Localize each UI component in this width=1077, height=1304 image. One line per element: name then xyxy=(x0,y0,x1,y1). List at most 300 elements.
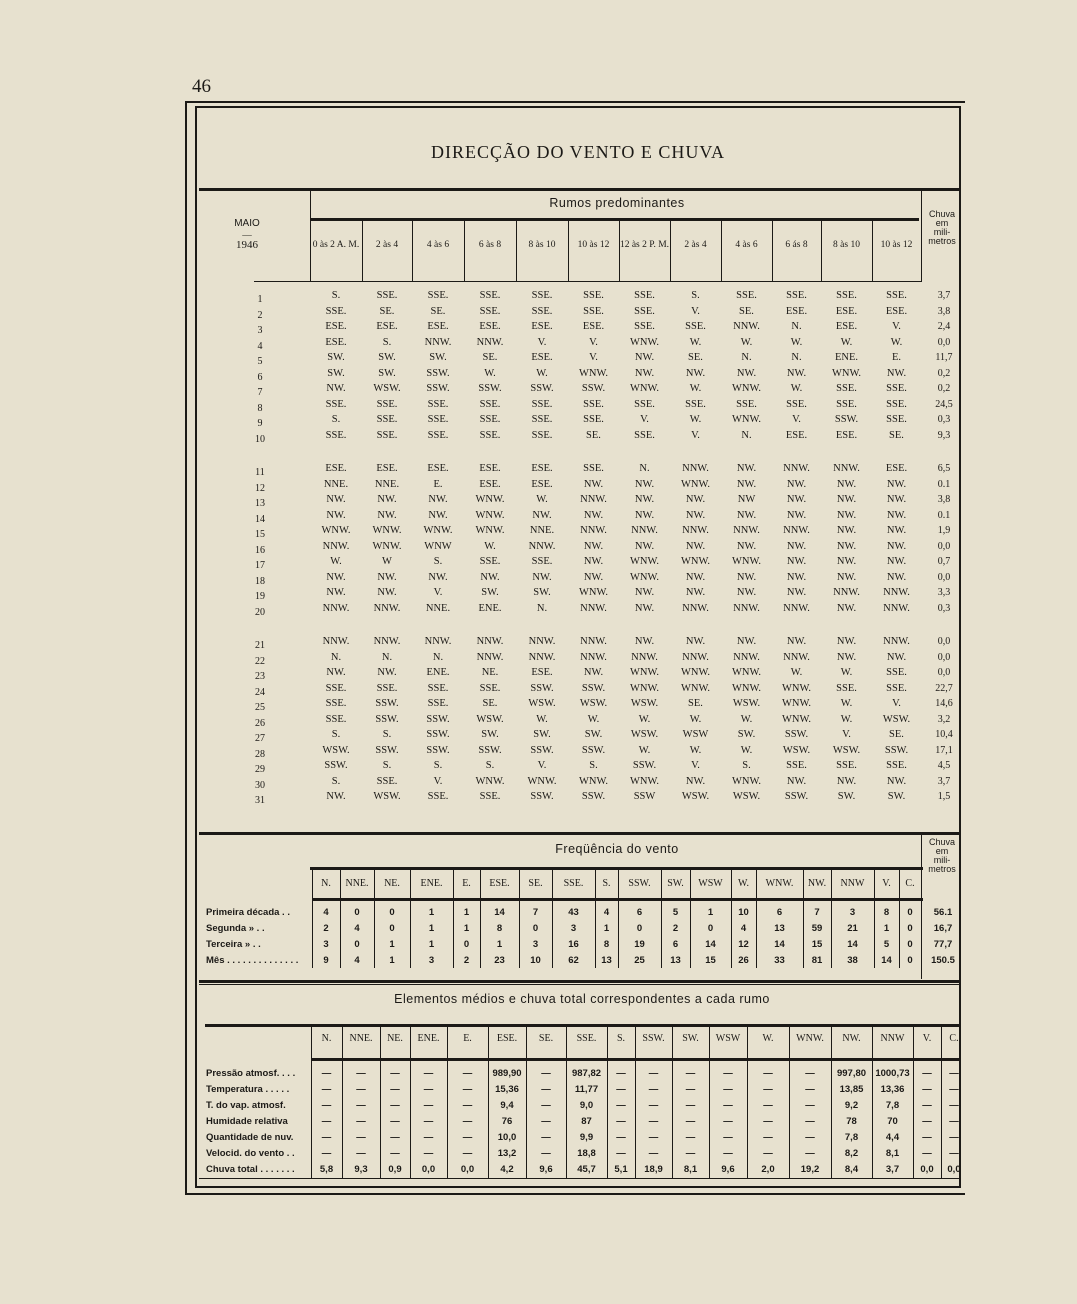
wind-direction-cell: NW. xyxy=(326,509,346,521)
wind-direction-cell: NW. xyxy=(836,571,857,583)
wind-direction-cell: NW. xyxy=(377,667,397,678)
wind-direction-cell: SSE. xyxy=(786,290,807,301)
elem-value: — xyxy=(321,1100,332,1111)
freq-value: 13 xyxy=(601,955,612,966)
outer-border-top xyxy=(185,101,965,103)
elem-value: — xyxy=(723,1100,733,1111)
wind-direction-cell: SSE. xyxy=(583,290,604,301)
freq-column-header: SSE. xyxy=(563,878,584,889)
wind-direction-cell: SSE. xyxy=(886,760,907,771)
wind-direction-cell: SSE. xyxy=(376,290,398,301)
rain-value: 1,9 xyxy=(937,525,951,536)
rule-line xyxy=(254,281,922,282)
elem-value: — xyxy=(805,1084,815,1095)
elem-column-header: S. xyxy=(616,1033,626,1044)
freq-value: 12 xyxy=(738,939,749,950)
wind-direction-cell: NW. xyxy=(583,540,604,552)
rain-value: 11,7 xyxy=(935,352,953,363)
wind-direction-cell: WSW. xyxy=(732,698,761,709)
elem-value: — xyxy=(541,1084,551,1095)
wind-direction-cell: NNW. xyxy=(528,540,556,552)
wind-direction-cell: NNE. xyxy=(374,478,400,490)
wind-direction-cell: WNW. xyxy=(475,525,505,536)
wind-direction-cell: SSE. xyxy=(786,760,807,771)
wind-direction-cell: NW. xyxy=(736,571,757,583)
elem-value: — xyxy=(321,1116,332,1127)
wind-direction-cell: SSE. xyxy=(886,383,907,394)
wind-direction-cell: NW. xyxy=(583,556,604,567)
wind-direction-cell: NW. xyxy=(634,352,655,363)
wind-direction-cell: ESE. xyxy=(582,321,605,332)
wind-direction-cell: SSE. xyxy=(634,290,655,301)
wind-direction-cell: NNW. xyxy=(580,602,607,614)
freq-value: 7 xyxy=(814,907,820,918)
rule-line xyxy=(199,832,961,835)
wind-direction-cell: W. xyxy=(790,383,803,394)
wind-direction-cell: NNW. xyxy=(631,651,658,663)
rule-line xyxy=(921,870,922,968)
wind-direction-cell: SSE. xyxy=(836,383,857,394)
wind-direction-cell: SE. xyxy=(482,698,498,709)
freq-column-header: SE. xyxy=(528,878,543,889)
wind-direction-cell: SSE. xyxy=(427,398,449,410)
wind-direction-cell: SSE. xyxy=(736,290,757,301)
elem-value: — xyxy=(390,1132,400,1143)
elem-value: — xyxy=(616,1068,626,1079)
wind-direction-cell: W. xyxy=(484,367,496,379)
elem-value: — xyxy=(805,1116,815,1127)
day-number: 31 xyxy=(255,795,265,806)
day-number: 27 xyxy=(255,733,265,744)
wind-direction-cell: V. xyxy=(892,321,901,332)
column-header: 2 às 4 xyxy=(375,240,399,250)
wind-direction-cell: WNW. xyxy=(475,509,505,521)
rain-value: 14,6 xyxy=(935,698,953,709)
wind-direction-cell: V. xyxy=(691,305,700,317)
wind-direction-cell: NW. xyxy=(634,602,655,614)
freq-value: 14 xyxy=(774,939,785,950)
wind-direction-cell: NNW. xyxy=(783,651,810,663)
wind-direction-cell: SSE. xyxy=(479,414,501,425)
wind-direction-cell: SSE. xyxy=(685,321,706,332)
elem-value: — xyxy=(356,1100,366,1111)
wind-direction-cell: NNW. xyxy=(883,636,910,647)
wind-direction-cell: WNW. xyxy=(680,556,711,567)
wind-direction-cell: SSE. xyxy=(886,290,907,301)
column-header: 6 ás 8 xyxy=(785,240,808,250)
day-number: 10 xyxy=(255,433,265,445)
wind-direction-cell: NW. xyxy=(786,587,807,598)
elem-value: — xyxy=(541,1132,551,1143)
elem-value: — xyxy=(648,1116,659,1127)
elem-column-header: SSW. xyxy=(642,1033,665,1044)
elem-column-header: NNW xyxy=(880,1033,905,1044)
elem-value: 9,0 xyxy=(579,1100,594,1111)
wind-direction-cell: SSE. xyxy=(479,305,501,317)
wind-direction-cell: NNW. xyxy=(783,463,810,474)
wind-direction-cell: WNW. xyxy=(731,556,762,567)
freq-value: 14 xyxy=(705,939,716,950)
wind-direction-cell: NNW. xyxy=(528,636,556,647)
wind-direction-cell: WNW. xyxy=(731,775,762,787)
wind-direction-cell: NW. xyxy=(836,556,857,567)
elem-value: — xyxy=(763,1068,773,1079)
elem-value: 11,77 xyxy=(574,1084,599,1095)
wind-direction-cell: WSW. xyxy=(373,791,401,802)
elem-value: — xyxy=(423,1084,434,1095)
wind-direction-cell: SW. xyxy=(481,587,499,598)
freq-value: 5 xyxy=(672,907,679,918)
wind-direction-cell: WSW. xyxy=(528,698,556,709)
wind-direction-cell: ESE. xyxy=(325,463,347,474)
rain-value: 0.1 xyxy=(937,509,951,521)
wind-direction-cell: SSE. xyxy=(583,414,604,425)
wind-direction-cell: SSW. xyxy=(478,383,502,394)
wind-direction-cell: W. xyxy=(638,744,651,756)
elem-value: — xyxy=(423,1100,434,1111)
wind-direction-cell: NW. xyxy=(886,478,907,490)
wind-direction-cell: SE. xyxy=(889,729,904,740)
wind-direction-cell: NW. xyxy=(377,494,397,505)
elem-value: — xyxy=(648,1068,659,1079)
wind-direction-cell: WSW. xyxy=(630,729,659,740)
freq-value: 1 xyxy=(389,955,395,966)
freq-value: 0 xyxy=(907,923,913,934)
day-number: 24 xyxy=(255,686,265,698)
column-header: 2 às 4 xyxy=(684,240,707,250)
freq-value: 6 xyxy=(636,907,643,918)
rain-value: 17,1 xyxy=(935,744,953,756)
elem-value: — xyxy=(462,1116,473,1127)
elem-value: 2,0 xyxy=(761,1164,775,1175)
wind-direction-cell: WNW. xyxy=(731,682,762,694)
wind-direction-cell: ESE. xyxy=(531,478,553,490)
wind-direction-cell: SSE. xyxy=(531,290,553,301)
elem-value: — xyxy=(356,1116,366,1127)
elem-value: 5,8 xyxy=(319,1164,334,1175)
elem-value: — xyxy=(949,1132,959,1143)
wind-direction-cell: V. xyxy=(691,760,700,771)
column-header: 8 às 10 xyxy=(833,240,860,250)
wind-direction-cell: ESE. xyxy=(835,321,858,332)
wind-direction-cell: WNW. xyxy=(629,383,660,394)
wind-direction-cell: NW. xyxy=(583,571,604,583)
elem-row-label: Temperatura . . . . . xyxy=(206,1084,290,1095)
elem-value: — xyxy=(541,1148,551,1159)
elem-value: — xyxy=(541,1116,551,1127)
elem-value: — xyxy=(616,1084,626,1095)
rule-line xyxy=(310,218,919,221)
wind-direction-cell: SSE. xyxy=(531,556,553,567)
day-number: 15 xyxy=(255,529,265,540)
elem-value: — xyxy=(723,1116,733,1127)
elem-value: — xyxy=(462,1084,473,1095)
wind-direction-cell: SSE. xyxy=(325,429,347,441)
wind-direction-cell: SSW. xyxy=(530,682,554,694)
wind-direction-cell: SSW. xyxy=(426,713,450,725)
elem-value: 13,2 xyxy=(497,1148,517,1159)
freq-value: 0 xyxy=(389,907,395,918)
freq-value: 4 xyxy=(603,907,610,918)
elem-value: 0,0 xyxy=(421,1164,436,1175)
day-number: 12 xyxy=(255,482,265,494)
wind-direction-cell: NW. xyxy=(886,556,907,567)
elem-value: — xyxy=(763,1132,773,1143)
elem-value: — xyxy=(763,1100,773,1111)
elem-value: — xyxy=(805,1132,815,1143)
freq-column-header: S. xyxy=(602,878,611,889)
wind-direction-cell: NNW. xyxy=(733,651,760,663)
elem-value: — xyxy=(321,1132,332,1143)
wind-direction-cell: NNW. xyxy=(733,602,760,614)
elem-value: — xyxy=(723,1148,733,1159)
freq-value: 0 xyxy=(707,923,714,934)
freq-value: 62 xyxy=(568,955,579,966)
wind-direction-cell: N. xyxy=(536,602,548,614)
page-number: 46 xyxy=(192,76,211,97)
wind-direction-cell: NE. xyxy=(481,667,499,678)
freq-row-label: Terceira » . . xyxy=(206,939,261,950)
elem-row-label: Humidade relativa xyxy=(206,1116,288,1127)
elem-value: 7,8 xyxy=(885,1100,900,1111)
wind-direction-cell: NW. xyxy=(377,509,397,521)
wind-direction-cell: SSE. xyxy=(479,682,501,694)
wind-direction-cell: NW. xyxy=(886,775,907,787)
wind-direction-cell: NW. xyxy=(736,587,757,598)
rain-value: 3,8 xyxy=(937,305,951,317)
wind-direction-cell: NNW. xyxy=(783,602,810,614)
wind-direction-cell: S. xyxy=(742,760,751,771)
wind-direction-cell: NNW. xyxy=(580,494,607,505)
freq-value: 13 xyxy=(774,923,785,934)
wind-direction-cell: W. xyxy=(790,336,803,348)
wind-direction-cell: NNW. xyxy=(580,636,607,647)
wind-direction-cell: ESE. xyxy=(427,463,449,474)
wind-direction-cell: W. xyxy=(689,713,702,725)
wind-direction-cell: WNW. xyxy=(475,775,505,787)
wind-direction-cell: W. xyxy=(638,713,651,725)
wind-direction-cell: NW. xyxy=(736,636,757,647)
wind-direction-cell: WSW. xyxy=(373,383,401,394)
wind-direction-cell: NNW. xyxy=(783,525,810,536)
wind-direction-cell: SSE. xyxy=(886,398,907,410)
wind-direction-cell: WNW. xyxy=(781,682,812,694)
elem-value: 8,2 xyxy=(844,1148,859,1159)
freq-column-header: N. xyxy=(321,878,331,889)
wind-direction-cell: SSE. xyxy=(325,305,347,317)
wind-direction-cell: WNW. xyxy=(680,667,711,678)
wind-direction-cell: W. xyxy=(587,713,600,725)
rule-line xyxy=(199,980,961,983)
wind-direction-cell: NW. xyxy=(786,367,807,379)
wind-direction-cell: S. xyxy=(485,760,495,771)
wind-direction-cell: SSE. xyxy=(836,398,857,410)
wind-direction-cell: NW. xyxy=(326,587,346,598)
wind-direction-cell: SSW. xyxy=(581,744,606,756)
wind-direction-cell: W. xyxy=(689,414,702,425)
wind-direction-cell: V. xyxy=(892,698,901,709)
rain-value: 0.1 xyxy=(937,478,951,490)
wind-direction-cell: NW. xyxy=(886,651,907,663)
wind-direction-cell: NW. xyxy=(326,791,346,802)
wind-direction-cell: NW. xyxy=(634,367,655,379)
freq-value: 23 xyxy=(494,955,505,966)
wind-direction-cell: S. xyxy=(589,760,598,771)
day-number: 17 xyxy=(255,560,265,571)
wind-direction-cell: WNW. xyxy=(372,525,402,536)
elem-value: — xyxy=(356,1132,366,1143)
wind-direction-cell: SSE. xyxy=(531,414,553,425)
freq-value: 9 xyxy=(323,955,329,966)
wind-direction-cell: SSW. xyxy=(426,744,450,756)
elem-value: 0,9 xyxy=(388,1164,402,1175)
wind-direction-cell: WNW. xyxy=(731,667,762,678)
day-number: 18 xyxy=(255,575,265,587)
elem-value: — xyxy=(356,1084,366,1095)
elem-value: — xyxy=(321,1148,332,1159)
wind-direction-cell: NW. xyxy=(685,367,706,379)
freq-value: 16 xyxy=(568,939,579,950)
elem-column-header: ENE. xyxy=(417,1033,440,1044)
wind-direction-cell: SSE. xyxy=(886,682,907,694)
wind-direction-cell: NNW. xyxy=(580,651,607,663)
freq-row-label: Segunda » . . xyxy=(206,923,265,934)
day-number: 25 xyxy=(255,702,265,713)
wind-direction-cell: NW. xyxy=(634,587,655,598)
wind-direction-cell: SSE. xyxy=(325,713,347,725)
wind-direction-cell: SSE. xyxy=(376,429,398,441)
elem-value: 987,82 xyxy=(571,1068,602,1079)
wind-direction-cell: SSW. xyxy=(581,383,606,394)
wind-direction-cell: WNW. xyxy=(680,682,711,694)
day-number: 1 xyxy=(257,294,263,305)
elem-value: — xyxy=(723,1068,733,1079)
wind-direction-cell: NNW. xyxy=(682,651,709,663)
wind-direction-cell: V. xyxy=(792,414,801,425)
freq-row-label: Mês . . . . . . . . . . . . . . xyxy=(206,955,299,966)
elem-value: — xyxy=(685,1084,696,1095)
day-number: 4 xyxy=(257,340,263,352)
wind-direction-cell: WSW. xyxy=(882,713,911,725)
wind-direction-cell: N. xyxy=(741,429,752,441)
wind-direction-cell: S. xyxy=(691,290,700,301)
column-header: 8 às 10 xyxy=(528,240,556,250)
elem-value: — xyxy=(423,1148,434,1159)
freq-value: 1 xyxy=(428,923,435,934)
rain-value: 0,0 xyxy=(937,667,951,678)
wind-direction-cell: V. xyxy=(640,414,649,425)
wind-direction-cell: NNW. xyxy=(476,651,504,663)
freq-value: 1 xyxy=(463,907,470,918)
wind-direction-cell: WSW. xyxy=(630,698,659,709)
wind-direction-cell: ESE. xyxy=(479,321,501,332)
wind-direction-cell: SSW. xyxy=(884,744,909,756)
elem-value: — xyxy=(763,1116,773,1127)
wind-direction-cell: NW. xyxy=(786,509,807,521)
wind-direction-cell: WNW. xyxy=(578,587,609,598)
wind-direction-cell: NNW. xyxy=(373,602,401,614)
freq-value: 4 xyxy=(354,923,360,934)
elem-value: 78 xyxy=(846,1116,857,1127)
elem-value: — xyxy=(922,1148,932,1159)
wind-direction-cell: NW. xyxy=(836,602,857,614)
elem-value: — xyxy=(949,1148,959,1159)
elem-column-header: ESE. xyxy=(496,1033,518,1044)
elem-value: 15,36 xyxy=(495,1084,519,1095)
wind-direction-cell: SW. xyxy=(887,791,906,802)
wind-direction-cell: W. xyxy=(790,667,803,678)
wind-direction-cell: SSE. xyxy=(531,305,553,317)
day-number: 5 xyxy=(257,356,263,367)
year-label: 1946 xyxy=(236,239,258,251)
wind-direction-cell: NNW. xyxy=(682,602,709,614)
wind-direction-cell: N. xyxy=(330,651,342,663)
column-header: 4 às 6 xyxy=(735,240,758,250)
rain-value: 22,7 xyxy=(935,682,953,694)
wind-direction-cell: SSE. xyxy=(634,305,655,317)
wind-direction-cell: NNW. xyxy=(322,636,350,647)
freq-value: 13 xyxy=(670,955,681,966)
section-title-frequencia: Freqüência do vento xyxy=(555,842,679,856)
wind-direction-cell: ESE. xyxy=(785,429,808,441)
wind-direction-cell: SE. xyxy=(739,305,754,317)
elem-value: 3,7 xyxy=(885,1164,900,1175)
wind-direction-cell: WNW. xyxy=(527,775,557,787)
freq-value: 14 xyxy=(881,955,892,966)
wind-direction-cell: SSE. xyxy=(634,398,655,410)
wind-direction-cell: SW. xyxy=(584,729,603,740)
wind-direction-cell: SSW. xyxy=(426,383,450,394)
wind-direction-cell: S. xyxy=(433,556,443,567)
wind-direction-cell: W. xyxy=(840,667,853,678)
elem-column-header: V. xyxy=(922,1033,932,1044)
wind-direction-cell: W. xyxy=(536,494,548,505)
wind-direction-cell: NW. xyxy=(685,509,706,521)
elem-value: 19,2 xyxy=(800,1164,820,1175)
wind-direction-cell: NW. xyxy=(786,478,807,490)
elem-value: 8,1 xyxy=(683,1164,698,1175)
wind-direction-cell: SSE. xyxy=(376,398,398,410)
wind-direction-cell: NW. xyxy=(326,494,346,505)
wind-direction-cell: WNW. xyxy=(321,525,351,536)
elem-value: — xyxy=(723,1084,733,1095)
wind-direction-cell: WNW. xyxy=(731,383,762,394)
elem-value: — xyxy=(763,1148,773,1159)
wind-direction-cell: S. xyxy=(382,729,392,740)
freq-column-header: NNE. xyxy=(345,878,369,889)
elem-value: 8,4 xyxy=(844,1164,859,1175)
freq-value: 0 xyxy=(907,955,913,966)
table-frame xyxy=(195,106,961,1188)
freq-value: 0 xyxy=(636,923,643,934)
wind-direction-cell: S. xyxy=(331,290,341,301)
wind-direction-cell: N. xyxy=(432,651,444,663)
wind-direction-cell: ESE. xyxy=(785,305,808,317)
wind-direction-cell: SSW. xyxy=(324,760,348,771)
elem-value: — xyxy=(462,1100,473,1111)
wind-direction-cell: SSW. xyxy=(375,698,399,709)
wind-direction-cell: W. xyxy=(689,744,702,756)
wind-direction-cell: SSE. xyxy=(479,290,501,301)
freq-value: 6 xyxy=(776,907,783,918)
wind-direction-cell: NW. xyxy=(736,540,757,552)
wind-direction-cell: W. xyxy=(840,698,853,709)
wind-direction-cell: ESE. xyxy=(531,667,553,678)
wind-direction-cell: SSE. xyxy=(634,429,655,441)
freq-rain-value: 150.5 xyxy=(931,955,955,966)
wind-direction-cell: S. xyxy=(331,414,341,425)
wind-direction-cell: SW. xyxy=(481,729,499,740)
